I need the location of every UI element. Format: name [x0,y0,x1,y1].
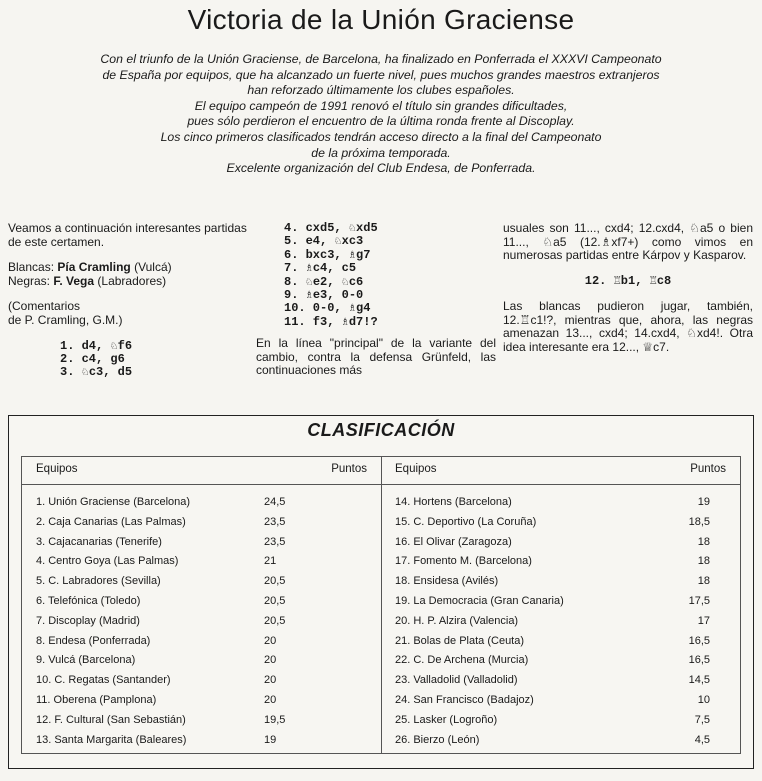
team-name: 15. C. Deportivo (La Coruña) [395,515,537,528]
team-points: 19 [264,733,277,746]
table-row [22,513,381,533]
white-player-line [8,261,248,275]
team-name: 18. Ensidesa (Avilés) [395,575,499,588]
team-name: 17. Fomento M. (Barcelona) [395,555,532,568]
table-row [381,572,740,592]
move-12: 12. ♖b1, ♖c8 [584,273,672,288]
table-row [22,552,381,572]
team-name: 2. Caja Canarias (Las Palmas) [36,515,186,528]
team-name: 21. Bolas de Plata (Ceuta) [395,634,525,647]
intro-line: El equipo campeón de 1991 renovó el título sin grandes dificultades, [194,98,568,113]
team-name: 6. Telefónica (Toledo) [36,594,141,607]
comments-credit-line-1: (Comentarios [8,299,81,314]
team-points: 20,5 [264,575,286,588]
article-title: Victoria de la Unión Graciense [187,4,575,35]
table-header [22,457,381,485]
white-label: Blancas: [8,260,55,275]
table-row [381,592,740,612]
lead-paragraph: Veamos a continuación interesantes partidas de este certamen. [8,221,247,249]
classification-title: CLASIFICACIÓN [307,420,455,440]
table-row [381,612,740,632]
comments-credit-line-2: de P. Cramling, G.M.) [8,312,123,327]
intro-line: Los cinco primeros clasificados tendrán acceso directo a la final del Campeonato [160,129,602,144]
team-points: 23,5 [264,535,286,548]
table-row [381,513,740,533]
table-row [381,671,740,691]
team-name: 19. La Democracia (Gran Canaria) [395,594,564,607]
team-name: 12. F. Cultural (San Sebastián) [36,713,186,726]
team-name: 4. Centro Goya (Las Palmas) [36,555,179,568]
team-points: 17 [697,614,710,627]
team-points: 20,5 [264,614,286,627]
rows-right [381,493,740,750]
team-name: 24. San Francisco (Badajoz) [395,693,534,706]
team-points: 23,5 [264,515,286,528]
team-points: 17,5 [688,594,710,607]
move-line: 8. ♘e2, ♘c6 [284,274,364,289]
table-row [22,612,381,632]
table-row [381,552,740,572]
table-row [381,711,740,731]
game-column-1 [8,222,248,380]
team-points: 20 [264,654,277,667]
team-points: 19 [697,496,710,508]
team-name: 23. Valladolid (Valladolid) [395,674,518,687]
table-row [22,671,381,691]
team-points: 20 [264,634,277,647]
move-line: 7. ♗c4, c5 [284,261,357,276]
moves-list-2 [256,222,496,329]
table-header [381,457,740,485]
commentary-2: Las blancas pudieron jugar, también, 12.♖c1!?, mientras que, ahora, las negras amenazan 13..., cxd4; 14.cxd4, ♘xd4!. Otra idea interesante era 12..., ♕c7. [503,299,753,354]
team-name: 5. C. Labradores (Sevilla) [36,575,161,588]
table-row [22,731,381,751]
intro-line: de España por equipos, que ha alcanzado un fuerte nivel, pues muchos grandes maestros extranjeros [102,67,660,82]
table-row [22,572,381,592]
team-name: 9. Vulcá (Barcelona) [36,654,136,667]
header-points: Puntos [331,463,367,475]
classification-table [21,456,741,754]
classification-left-half [22,457,382,753]
team-points: 19,5 [264,713,286,726]
team-points: 20 [264,674,277,687]
team-name: 13. Santa Margarita (Baleares) [36,733,187,746]
team-points: 18,5 [688,515,710,528]
team-points: 24,5 [264,496,286,508]
team-name: 3. Cajacanarias (Tenerife) [36,535,162,548]
table-row [381,493,740,513]
black-player-line [8,275,248,289]
team-points: 16,5 [688,654,710,667]
table-row [22,632,381,652]
game-column-3 [503,222,753,355]
team-points: 18 [697,575,710,588]
intro-line: Con el triunfo de la Unión Graciense, de Barcelona, ha finalizado en Ponferrada el XXXVI Campeonato [100,52,662,66]
move-line: 4. cxd5, ♘xd5 [284,221,378,235]
move-line: 11. f3, ♗d7!? [284,314,378,329]
table-row [381,632,740,652]
team-points: 4,5 [694,733,710,746]
table-row [22,493,381,513]
table-row [381,651,740,671]
intro-line: han reforzado últimamente los clubes españoles. [247,83,515,98]
table-row [381,731,740,751]
white-player-club: (Vulcá) [134,260,172,275]
table-row [22,651,381,671]
move-line: 6. bxc3, ♗g7 [284,247,371,262]
team-name: 25. Lasker (Logroño) [395,713,498,726]
team-name: 14. Hortens (Barcelona) [395,496,512,508]
commentary-1-part-a: En la línea "principal" de la variante del cambio, contra la defensa Grünfeld, las continuaciones más [256,337,496,378]
move-line: 2. c4, g6 [60,351,125,366]
rows-left [22,493,381,750]
black-player-club: (Labradores) [97,273,167,288]
white-player-name: Pía Cramling [57,260,131,275]
black-label: Negras: [8,273,51,288]
table-row [22,711,381,731]
header-teams: Equipos [36,463,78,475]
team-points: 18 [697,555,710,568]
team-points: 14,5 [688,674,710,687]
header-points: Puntos [690,463,726,475]
commentary-1-continued: usuales son 11..., cxd4; 12.cxd4, ♘a5 o bien 11..., ♘a5 (12.♗xf7+) como vimos en numerosas partidas entre Kárpov y Kasparov. [503,221,753,263]
table-row [22,691,381,711]
table-row [22,592,381,612]
team-name: 20. H. P. Alzira (Valencia) [395,614,519,627]
team-name: 11. Oberena (Pamplona) [36,693,157,706]
move-line: 5. e4, ♘xc3 [284,234,364,249]
classification-right-half [381,457,740,753]
table-row [381,533,740,553]
team-points: 16,5 [688,634,710,647]
moves-list-1 [8,340,248,380]
team-name: 1. Unión Graciense (Barcelona) [36,496,191,508]
move-line: 1. d4, ♘f6 [60,338,133,353]
team-name: 7. Discoplay (Madrid) [36,614,140,627]
intro-line: pues sólo perdieron el encuentro de la última ronda frente al Discoplay. [187,114,575,129]
move-line: 10. 0-0, ♗g4 [284,301,371,316]
team-points: 20,5 [264,594,286,607]
table-row [22,533,381,553]
team-name: 8. Endesa (Ponferrada) [36,634,151,647]
team-points: 10 [697,693,710,706]
table-row [381,691,740,711]
team-name: 16. El Olivar (Zaragoza) [395,535,512,548]
intro-line: de la próxima temporada. [311,145,451,160]
classification-box [8,415,754,769]
team-points: 20 [264,693,277,706]
move-line: 9. ♗e3, 0-0 [284,288,364,303]
header-teams: Equipos [395,463,437,475]
team-name: 10. C. Regatas (Santander) [36,674,171,687]
team-name: 22. C. De Archena (Murcia) [395,654,529,667]
game-column-2 [256,222,496,395]
team-points: 18 [697,535,710,548]
black-player-name: F. Vega [53,273,95,288]
team-points: 7,5 [694,713,710,726]
team-points: 21 [264,555,277,568]
intro-line: Excelente organización del Club Endesa, de Ponferrada. [226,161,536,176]
move-line: 3. ♘c3, d5 [60,365,133,380]
team-name: 26. Bierzo (León) [395,733,480,746]
article-intro [14,52,748,177]
